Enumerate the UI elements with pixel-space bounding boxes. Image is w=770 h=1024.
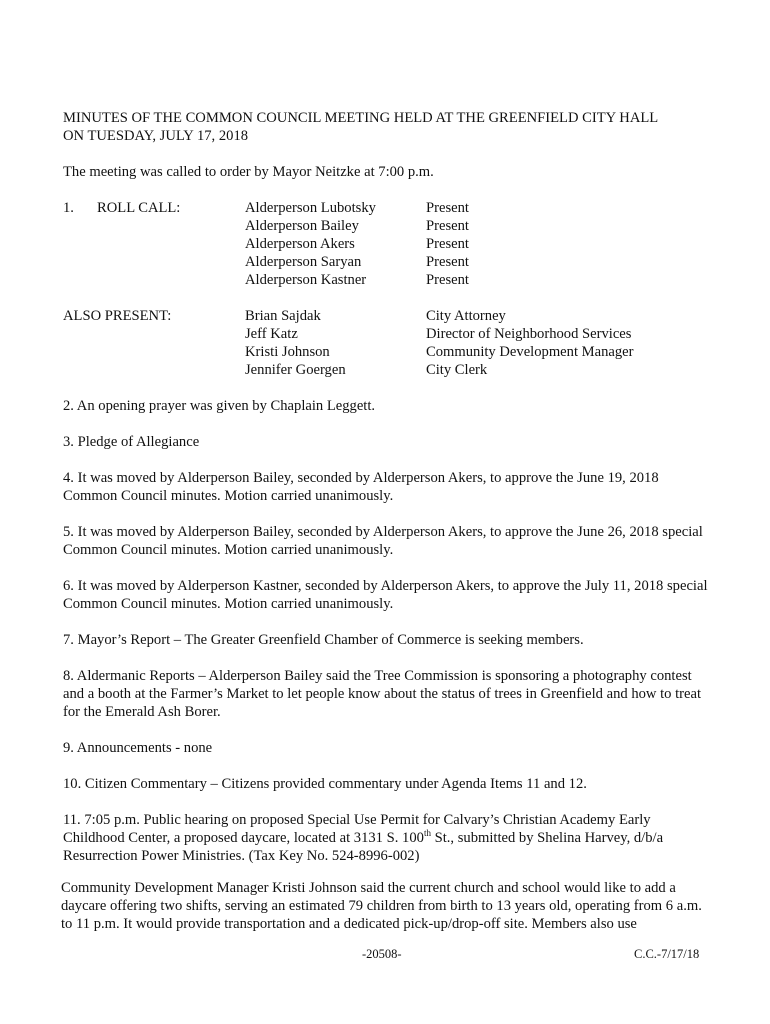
member-name: Alderperson Saryan xyxy=(245,254,362,270)
item11-text-after: St., submitted by Shelina Harvey, d/b/a Resurrection Power Ministries. (Tax Key No. 524-8996-002) xyxy=(63,830,664,864)
member-status: Present xyxy=(426,200,469,216)
document-body xyxy=(63,109,713,883)
title-line-1: MINUTES OF THE COMMON COUNCIL MEETING HELD AT THE GREENFIELD CITY HALL xyxy=(63,110,659,126)
roll-call-names xyxy=(245,199,376,289)
member-name: Alderperson Bailey xyxy=(245,218,359,234)
roll-call-statuses xyxy=(426,199,469,289)
member-status: Present xyxy=(426,218,469,234)
agenda-item-8: 8. Aldermanic Reports – Alderperson Bailey said the Tree Commission is sponsoring a photography contest and a booth at the Farmer’s Market to let people know about the status of trees in Greenfield and how to treat for the Emerald Ash Borer. xyxy=(63,668,702,720)
person-name: Jeff Katz xyxy=(245,326,298,342)
document-title xyxy=(63,109,713,145)
roll-call-heading xyxy=(63,199,180,217)
member-status: Present xyxy=(426,272,469,288)
member-status: Present xyxy=(426,236,469,252)
footer-code: C.C.-7/17/18 xyxy=(634,947,700,961)
agenda-item-4: 4. It was moved by Alderperson Bailey, seconded by Alderperson Akers, to approve the June 19, 2018 Common Council minutes. Motion carried unanimously. xyxy=(63,470,659,504)
agenda-item-9: 9. Announcements - none xyxy=(63,740,213,756)
also-present-titles xyxy=(426,307,634,379)
member-name: Alderperson Kastner xyxy=(245,272,367,288)
roll-call-label: ROLL CALL: xyxy=(97,200,181,216)
also-present-names xyxy=(245,307,346,379)
title-line-2: ON TUESDAY, JULY 17, 2018 xyxy=(63,128,249,144)
also-present-label: ALSO PRESENT: xyxy=(63,308,172,324)
person-title: Director of Neighborhood Services xyxy=(426,326,632,342)
agenda-item-3: 3. Pledge of Allegiance xyxy=(63,434,200,450)
page-number: -20508- xyxy=(362,947,402,961)
agenda-item-5: 5. It was moved by Alderperson Bailey, seconded by Alderperson Akers, to approve the June 26, 2018 special Common Council minutes. Motion carried unanimously. xyxy=(63,524,703,558)
agenda-item-11 xyxy=(63,811,713,865)
person-title: City Clerk xyxy=(426,362,488,378)
member-name: Alderperson Akers xyxy=(245,236,355,252)
agenda-item-2: 2. An opening prayer was given by Chaplain Leggett. xyxy=(63,398,376,414)
item11-text-before: 11. 7:05 p.m. Public hearing on proposed Special Use Permit for Calvary’s Christian Academy Early Childhood Center, a proposed daycare, located at 3131 S. 100 xyxy=(63,812,651,846)
agenda-item-10: 10. Citizen Commentary – Citizens provided commentary under Agenda Items 11 and 12. xyxy=(63,776,587,792)
also-present-section xyxy=(63,307,713,397)
roll-call-number: 1. xyxy=(63,200,74,216)
person-title: Community Development Manager xyxy=(426,344,634,360)
member-name: Alderperson Lubotsky xyxy=(245,200,376,216)
item11-superscript: th xyxy=(423,828,431,839)
person-name: Kristi Johnson xyxy=(245,344,330,360)
person-title: City Attorney xyxy=(426,308,506,324)
member-status: Present xyxy=(426,254,469,270)
call-to-order: The meeting was called to order by Mayor Neitzke at 7:00 p.m. xyxy=(63,164,434,180)
community-development-paragraph: Community Development Manager Kristi Johnson said the current church and school would like to add a daycare offering two shifts, serving an estimated 79 children from birth to 13 years old, operating from 6 a.m. to 11 p.m. It would provide transportation and a dedicated pick-up/drop-off site. Members also use xyxy=(61,880,702,932)
person-name: Jennifer Goergen xyxy=(245,362,346,378)
agenda-item-7: 7. Mayor’s Report – The Greater Greenfield Chamber of Commerce is seeking members. xyxy=(63,632,584,648)
person-name: Brian Sajdak xyxy=(245,308,321,324)
agenda-item-6: 6. It was moved by Alderperson Kastner, seconded by Alderperson Akers, to approve the July 11, 2018 special Common Council minutes. Motion carried unanimously. xyxy=(63,578,708,612)
roll-call-section xyxy=(63,199,713,307)
